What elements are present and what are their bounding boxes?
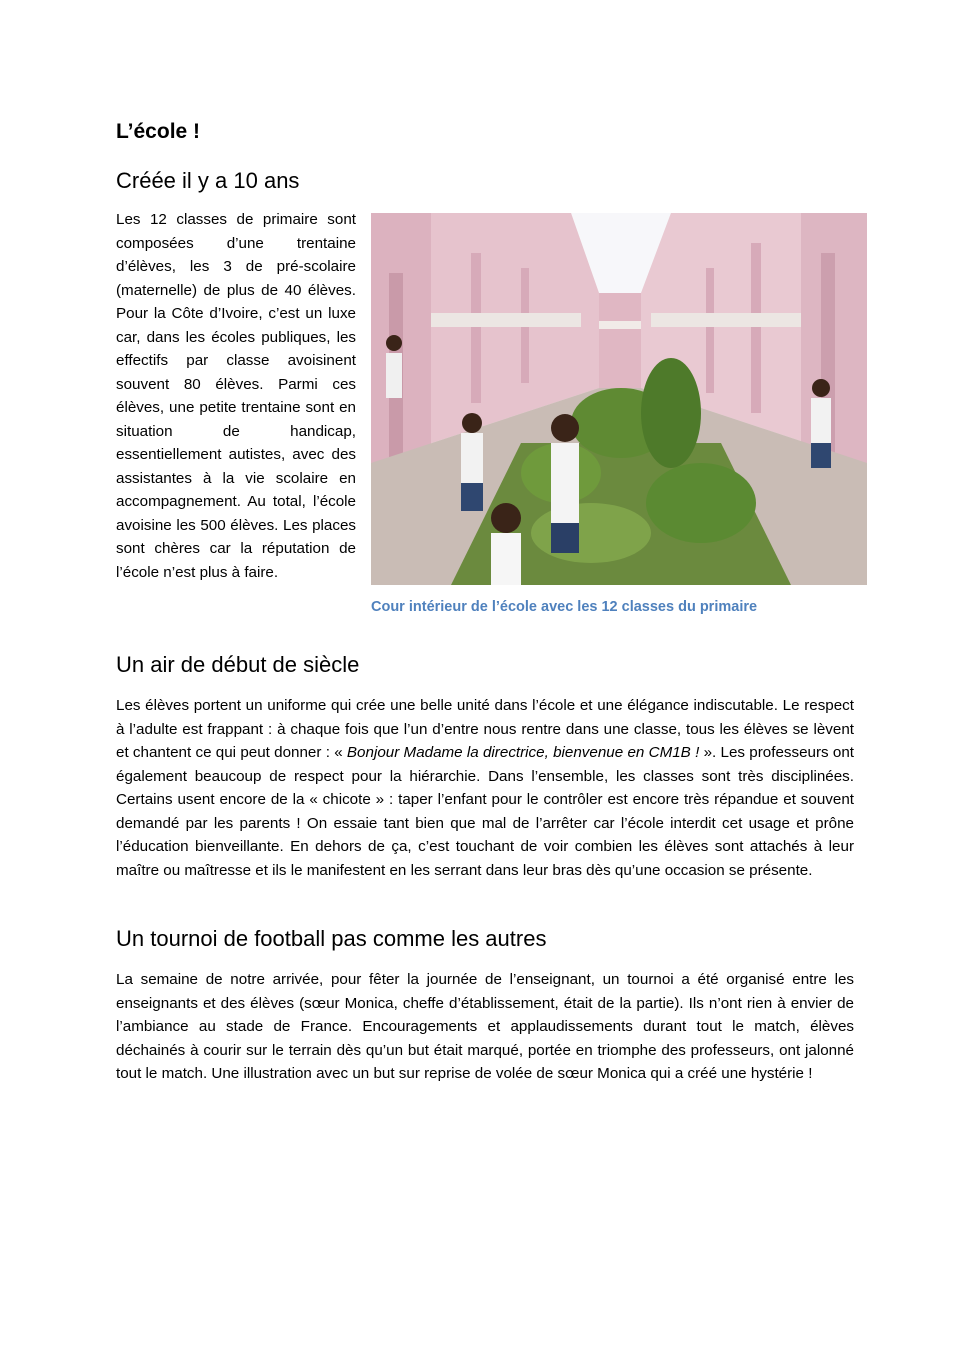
paragraph-century-text-before: Les élèves portent un uniforme qui crée une belle unité dans l’école et une élégance indiscutable. Le respect à l’adulte est frappant : à chaque fois que l’un d’entre nous rentre dans une classe, tous les élèves se lèvent et chantent ce qui peut donner : «	[116, 697, 854, 761]
paragraph-football: La semaine de notre arrivée, pour fêter la journée de l’enseignant, un tournoi a été organisé entre les enseignants et des élèves (sœur Monica, cheffe d’établissement, était de la partie). Ils n’ont rien à envier de l’ambiance au stade de France. Encouragements et applaudissements durant tout le match, élèves déchainés à courir sur le terrain dès qu’un but était marqué, portée en triomphe des professeurs, ont jalonné tout le match. Une illustration avec un but sur reprise de volée de sœur Monica qui a créé une hystérie !	[116, 971, 854, 1082]
school-courtyard-photo	[371, 213, 867, 585]
section-heading-football: Un tournoi de football pas comme les autres	[116, 926, 547, 951]
figure-caption: Cour intérieur de l’école avec les 12 classes du primaire	[371, 599, 758, 615]
section-heading-founded: Créée il y a 10 ans	[116, 168, 300, 193]
paragraph-founded: Les 12 classes de primaire sont composées d’une trentaine d’élèves, les 3 de pré-scolaire (maternelle) de plus de 40 élèves. Pour la Côte d’Ivoire, c’est un luxe car, dans les écoles publiques, les effectifs par classe avoisinent souvent 80 élèves. Parmi ces élèves, une petite trentaine sont en situation de handicap, essentiellement autistes, avec des assistantes à la vie scolaire en accompagnement. Au total, l’école avoisine les 500 élèves. Les places sont chères car la réputation de l’école n’est plus à faire.	[116, 211, 356, 581]
paragraph-century-text-after: ». Les professeurs ont également beaucoup de respect pour la hiérarchie. Dans l’ensemble, les classes sont très disciplinées. Certains usent encore de la « chicote » : taper l’enfant pour le contrôler est encore très répandue et souvent demandé par les parents ! On essaie tant bien que mal de l’arrêter car l’école interdit cet usage et prône l’éducation bienveillante. En dehors de ça, c’est touchant de voir combien les élèves sont attachés à leur maître ou maîtresse et ils le manifestent en les serrant dans leur bras dès qu’une occasion se présente.	[116, 744, 855, 879]
paragraph-century-quote: Bonjour Madame la directrice, bienvenue en CM1B !	[346, 744, 700, 761]
paragraph-century	[116, 694, 854, 882]
page-title: L’école !	[116, 120, 201, 143]
section-heading-century: Un air de début de siècle	[116, 652, 360, 677]
